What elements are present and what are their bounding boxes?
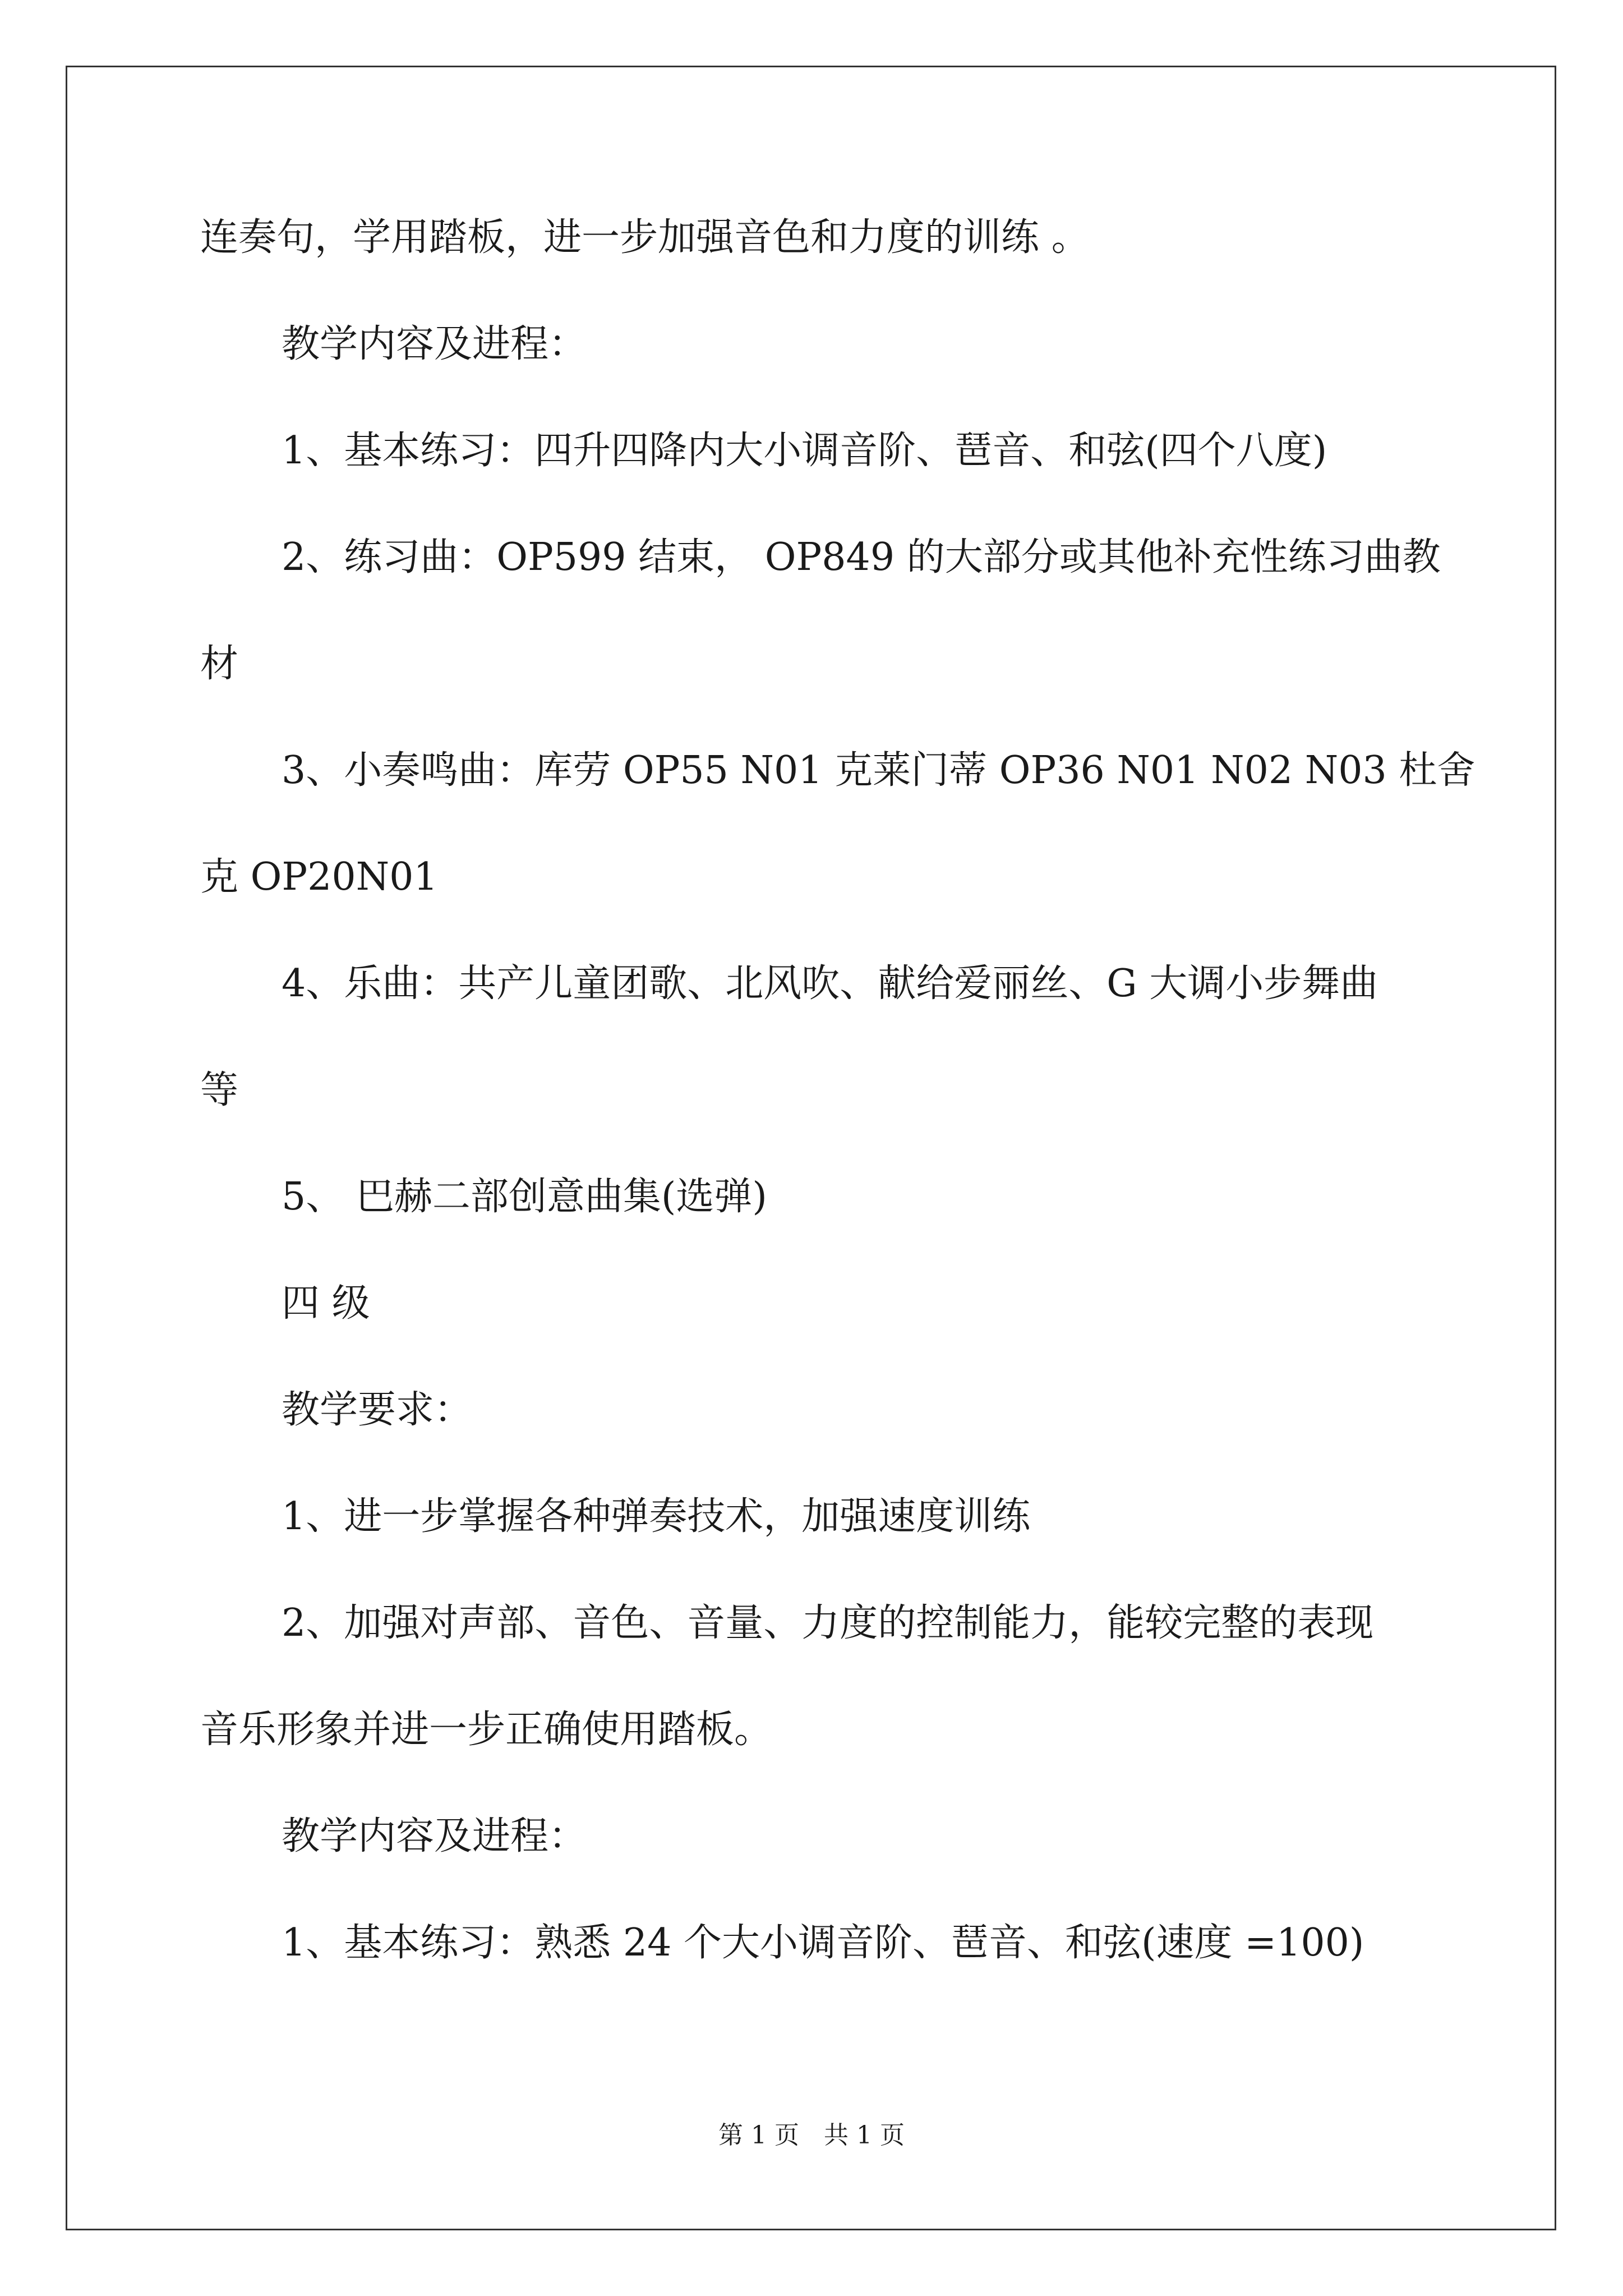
page-footer: 第 1 页 共 1 页 <box>718 2121 905 2150</box>
list-item: 4、乐曲：共产儿童团歌、北风吹、献给爱丽丝、G 大调小步舞曲 <box>282 961 1378 1006</box>
list-item: 1、进一步掌握各种弹奏技术，加强速度训练 <box>282 1494 1031 1539</box>
list-item: 1、基本练习：熟悉 24 个大小调音阶、琶音、和弦(速度 =100) <box>282 1921 1364 1965</box>
text-line: 连奏句，学用踏板，进一步加强音色和力度的训练 。 <box>200 215 1090 260</box>
section-heading: 教学内容及进程： <box>282 1814 587 1858</box>
list-item: 5、 巴赫二部创意曲集(选弹) <box>282 1175 767 1219</box>
list-item: 2、加强对声部、音色、音量、力度的控制能力，能较完整的表现 <box>282 1601 1374 1645</box>
list-item: 3、小奏鸣曲：库劳 OP55 N01 克莱门蒂 OP36 N01 N02 N03 杜舍 <box>282 748 1476 793</box>
level-heading: 四 级 <box>282 1281 370 1326</box>
section-heading: 教学要求： <box>282 1388 473 1432</box>
list-item: 2、练习曲：OP599 结束， OP849 的大部分或其他补充性练习曲教 <box>282 535 1441 579</box>
page-border <box>66 66 1556 2230</box>
text-line: 音乐形象并进一步正确使用踏板。 <box>200 1708 773 1752</box>
text-line: 等 <box>200 1068 239 1112</box>
text-line: 克 OP20N01 <box>200 855 438 899</box>
section-heading: 教学内容及进程： <box>282 322 587 366</box>
list-item: 1、基本练习：四升四降内大小调音阶、琶音、和弦(四个八度) <box>282 429 1327 473</box>
text-line: 材 <box>200 642 239 686</box>
